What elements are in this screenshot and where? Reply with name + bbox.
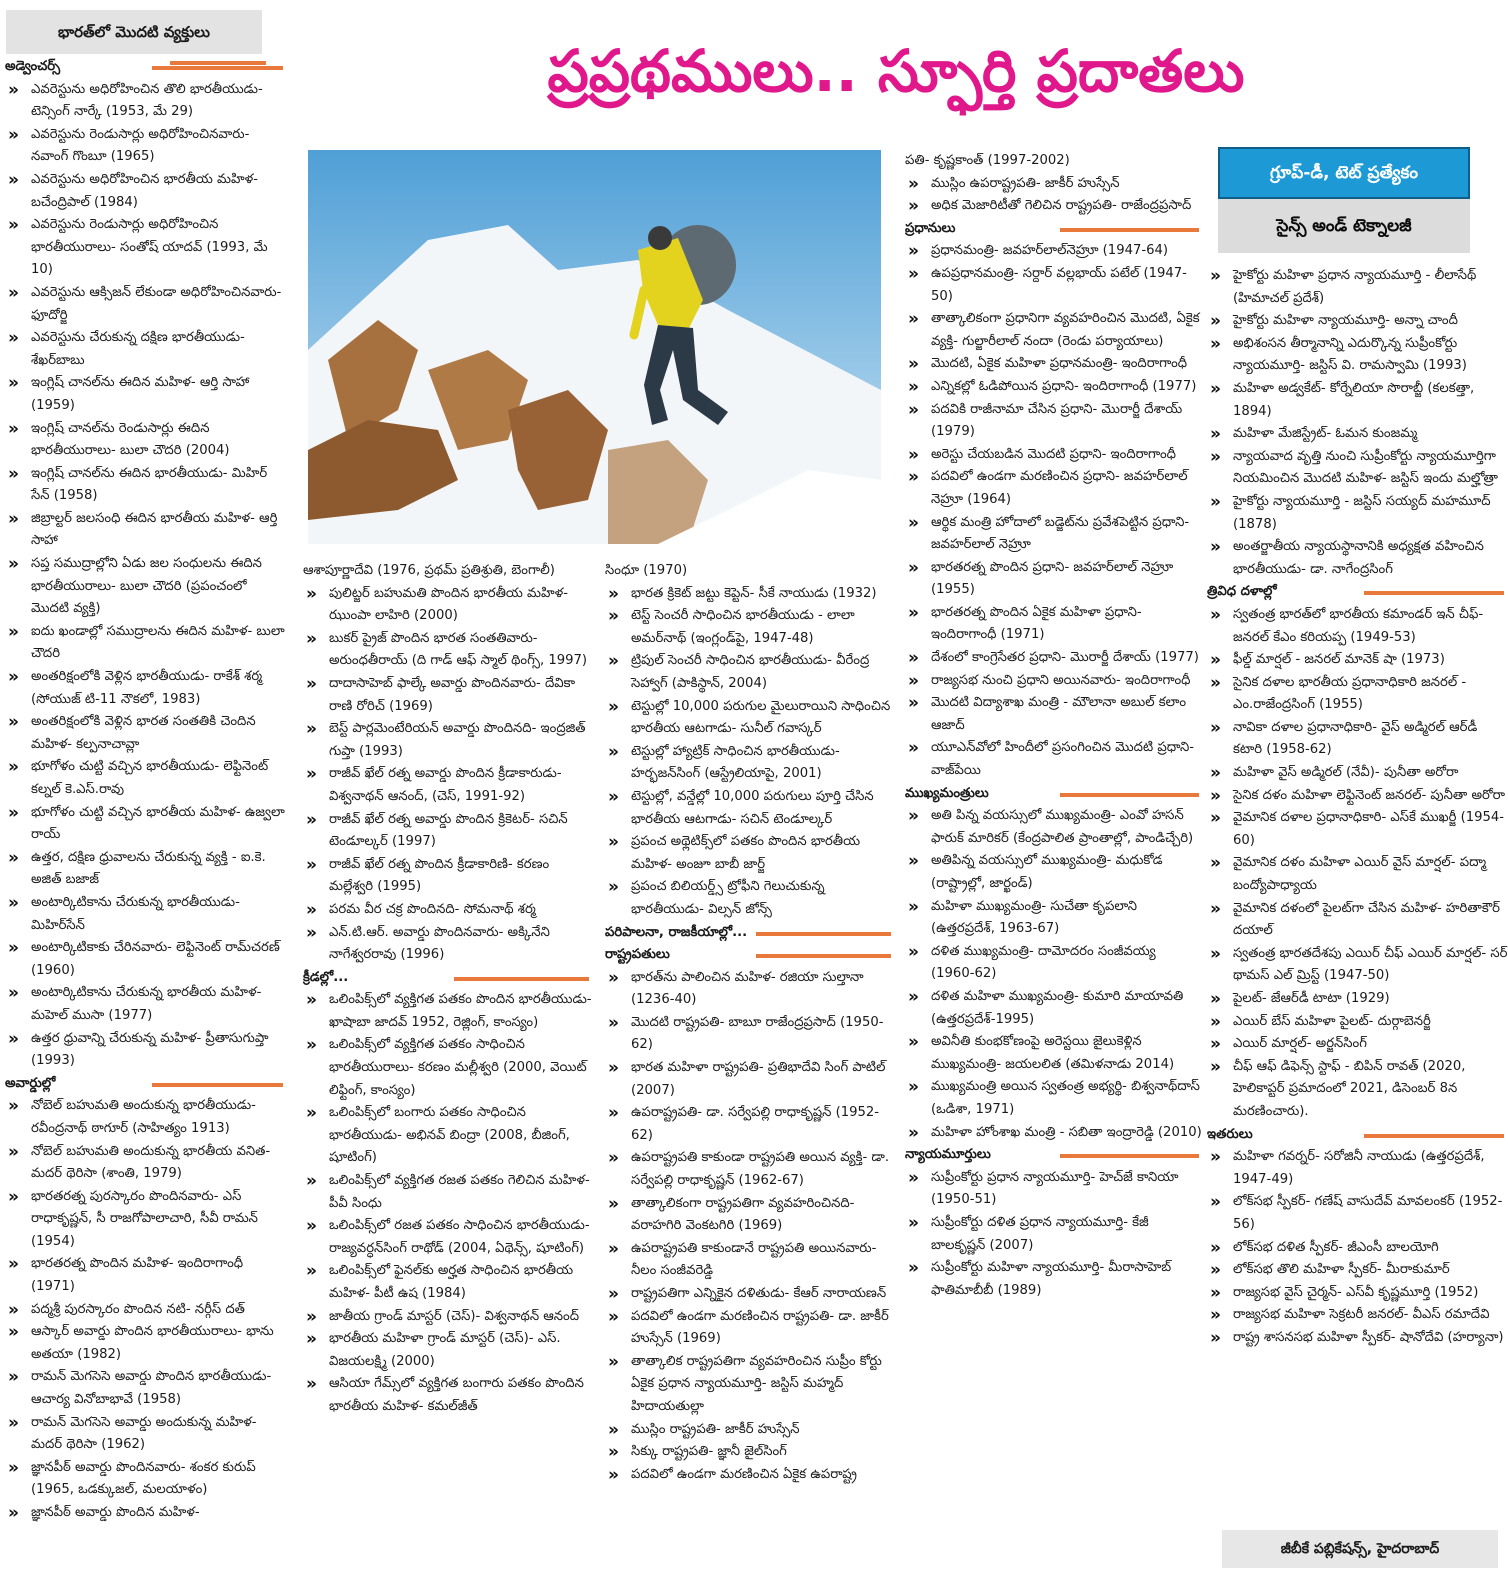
section-heading: అవార్డుల్లో — [5, 1073, 287, 1096]
list-item: » ఎన్నికల్లో ఓడిపోయిన ప్రధాని- ఇందిరాగాంధీ (1977) — [905, 376, 1203, 399]
list-item: » రాష్ట్ర శాసనసభ మహిళా స్పీకర్‌- షానోదేవి (హర్యానా) — [1207, 1327, 1508, 1350]
list-item: » ఇంగ్లిష్‌ చానల్‌ను ఈదిన భారతీయుడు- మిహిర్‌ సేన్‌ (1958) — [5, 463, 287, 508]
list-item: » ఒలింపిక్స్‌లో బంగారు పతకం సాధించిన భారతీయుడు- అభినవ్‌ బింద్రా (2008, బీజింగ్‌, షూటింగ్‌) — [303, 1102, 593, 1170]
list-item: » ఎవరెస్టును ఆక్సిజన్‌ లేకుండా అధిరోహించినవారు- ఫూదోర్జి — [5, 282, 287, 327]
list-item: » ఐదు ఖండాల్లో సముద్రాలను ఈదిన మహిళ- బులా చౌదరి — [5, 621, 287, 666]
list-item: » సుప్రీంకోర్టు దళిత ప్రధాన న్యాయమూర్తి- కేజీ బాలకృష్ణన్‌ (2007) — [905, 1212, 1203, 1257]
list-item: » అతి పిన్న వయస్సులో ముఖ్యమంత్రి- ఎంవో హసన్‌ ఫారుక్‌ మారికర్‌ (కేంద్రపాలిత ప్రాంతాల్లో, పాండిచ్చేరి) — [905, 805, 1203, 850]
list-item: » రాష్ట్రపతిగా ఎన్నికైన దళితుడు- కేఆర్‌ నారాయణన్‌ — [605, 1283, 895, 1306]
list-item: » వైమానిక దళం మహిళా ఎయిర్‌ వైస్‌ మార్షల్‌- పద్మా బంద్యోపాధ్యాయ — [1207, 852, 1508, 897]
list-item: » పైలట్‌- జేఆర్‌డీ టాటా (1929) — [1207, 988, 1508, 1011]
list-item: » జాతీయ గ్రాండ్‌ మాస్టర్‌ (చెస్‌)- విశ్వనాథన్‌ ఆనంద్‌ — [303, 1306, 593, 1329]
list-item: » ఇంగ్లిష్‌ చానల్‌ను రెండుసార్లు ఈదిన భారతీయురాలు- బులా చౌదరి (2004) — [5, 418, 287, 463]
list-item: » అంటార్కిటికాను చేరుకున్న భారతీయ మహిళ- మహెల్‌ ముసా (1977) — [5, 982, 287, 1027]
list-item: » దళిత ముఖ్యమంత్రి- దామోదరం సంజీవయ్య (1960-62) — [905, 941, 1203, 986]
list-item: » భారతరత్న పొందిన ప్రధాని- జవహర్‌లాల్‌ నెహ్రూ (1955) — [905, 557, 1203, 602]
list-item: » టెస్టుల్లో 10,000 పరుగుల మైలురాయిని సాధించిన భారతీయ ఆటగాడు- సునీల్‌ గవాస్కర్‌ — [605, 696, 895, 741]
list-item: » చీఫ్‌ ఆఫ్‌ డిఫెన్స్‌ స్టాఫ్‌ - బిపిన్‌ రావత్‌ (2020, హెలికాప్టర్‌ ప్రమాదంలో 2021, డిసెంబర్‌ 8న మరణించారు). — [1207, 1056, 1508, 1124]
list-item: » ఆస్కార్‌ అవార్డు పొందిన భారతీయురాలు- భాను అతయా (1982) — [5, 1321, 287, 1366]
list-item: » ఎవరెస్టును అధిరోహించిన భారతీయ మహిళ- బచేంద్రిపాల్‌ (1984) — [5, 169, 287, 214]
list-item: » రాజ్యసభ మహిళా సెక్రటరీ జనరల్‌- వీఎస్‌ రమాదేవి — [1207, 1304, 1508, 1327]
continued-text: సింధూ (1970) — [605, 563, 688, 578]
list-item: » మహిళా గవర్నర్‌- సరోజినీ నాయుడు (ఉత్తరప్రదేశ్‌, 1947-49) — [1207, 1146, 1508, 1191]
list-item: » భూగోళం చుట్టి వచ్చిన భారతీయుడు- లెఫ్టినెంట్‌ కల్నల్‌ కె.ఎస్‌.రావు — [5, 756, 287, 801]
list-item: » సుప్రీంకోర్టు ప్రధాన న్యాయమూర్తి- హెచ్‌జే కానియా (1950-51) — [905, 1167, 1203, 1212]
list-item: » మొదటి విద్యాశాఖ మంత్రి - మౌలానా అబుల్‌ కలాం ఆజాద్‌ — [905, 692, 1203, 737]
list-item: » లోక్‌సభ తొలి మహిళా స్పీకర్‌- మీరాకుమార్‌ — [1207, 1259, 1508, 1282]
article-column-1 — [5, 56, 287, 1592]
list-item: » పదవిలో ఉండగా మరణించిన ఏకైక ఉపరాష్ట్ర — [605, 1464, 895, 1487]
list-item: » దేశంలో కాంగ్రెసేతర ప్రధాని- మొరార్జీ దేశాయ్‌ (1977) — [905, 647, 1203, 670]
list-item: » ఆర్థిక మంత్రి హోదాలో బడ్జెట్‌ను ప్రవేశపెట్టిన ప్రధాని- జవహర్‌లాల్‌ నెహ్రూ — [905, 512, 1203, 557]
list-item: » ఎవరెస్టును అధిరోహించిన తొలి భారతీయుడు- టెన్సింగ్‌ నార్కే (1953, మే 29) — [5, 79, 287, 124]
section-heading: న్యాయమూర్తులు — [905, 1144, 1203, 1167]
list-item: » ఎవరెస్టును చేరుకున్న దక్షిణ భారతీయుడు- శేఖర్‌బాబు — [5, 327, 287, 372]
list-item: » ఉపరాష్ట్రపతి- డా. సర్వేపల్లి రాధాకృష్ణన్‌ (1952-62) — [605, 1102, 895, 1147]
article-column-4 — [905, 150, 1203, 1592]
list-item: » అభిశంసన తీర్మానాన్ని ఎదుర్కొన్న సుప్రీంకోర్టు న్యాయమూర్తి- జస్టిస్‌ వి. రామస్వామి (1993) — [1207, 333, 1508, 378]
list-item: » సైనిక దళం మహిళా లెఫ్టినెంట్‌ జనరల్‌- పునీతా అరోరా — [1207, 785, 1508, 808]
list-item: » అధిక మెజారిటీతో గెలిచిన రాష్ట్రపతి- రాజేంద్రప్రసాద్‌ — [905, 195, 1203, 218]
list-item: » పదవిలో ఉండగా మరణించిన ప్రధాని- జవహర్‌లాల్‌ నెహ్రూ (1964) — [905, 466, 1203, 511]
list-item: » అంతరిక్షంలోకి వెళ్లిన భారతీయుడు- రాకేశ్‌ శర్మ (సోయుజ్‌ టి-11 నౌకలో, 1983) — [5, 666, 287, 711]
list-item: » తాత్కాలికంగా రాష్ట్రపతిగా వ్యవహరించినది- వరాహగిరి వెంకటగిరి (1969) — [605, 1193, 895, 1238]
list-item: » ఎయిర్‌ మార్షల్‌- అర్జన్‌సింగ్‌ — [1207, 1033, 1508, 1056]
list-item: » జిబ్రాల్టర్‌ జలసంధి ఈదిన భారతీయ మహిళ- ఆర్తి సాహా — [5, 508, 287, 553]
section-heading: ప్రధానులు — [905, 218, 1203, 241]
list-item: » దాదాసాహెబ్‌ ఫాల్కే అవార్డు పొందినవారు- దేవికా రాణి రోరిచ్‌ (1969) — [303, 673, 593, 718]
list-item: » అంటార్కిటికాకు చేరినవారు- లెఫ్టినెంట్‌ రామ్‌చరణ్‌ (1960) — [5, 937, 287, 982]
list-item: » ప్రపంచ బిలియర్డ్స్‌ ట్రోఫీని గెలుచుకున్న భారతీయుడు- విల్సన్‌ జోన్స్‌ — [605, 876, 895, 921]
list-item: » మహిళా ముఖ్యమంత్రి- సుచేతా కృపలాని (ఉత్తరప్రదేశ్‌, 1963-67) — [905, 896, 1203, 941]
list-item: » నావికా దళాల ప్రధానాధికారి- వైస్‌ అడ్మిరల్‌ ఆర్‌డీ కటారి (1958-62) — [1207, 717, 1508, 762]
continued-text: ఆశాపూర్ణాదేవి (1976, ప్రథమ్‌ ప్రతిశ్రుతి, బెంగాలీ) — [303, 563, 555, 578]
section-heading: రాష్ట్రపతులు — [605, 944, 895, 967]
list-item: » లోక్‌సభ దళిత స్పీకర్‌- జీఎంసీ బాలయోగి — [1207, 1237, 1508, 1260]
list-item: » అంటార్కిటికాను చేరుకున్న భారతీయుడు- మిహిర్‌సేన్‌ — [5, 892, 287, 937]
list-item: » అతిపిన్న వయస్సులో ముఖ్యమంత్రి- మధుకోడ (రాష్ట్రాల్లో, జార్ఖండ్‌) — [905, 850, 1203, 895]
list-item: » యూఎన్‌వోలో హిందీలో ప్రసంగించిన మొదటి ప్రధాని- వాజ్‌పేయి — [905, 737, 1203, 782]
continued-text: పతి- కృష్ణకాంత్‌ (1997-2002) — [905, 153, 1070, 168]
list-item: » ఉత్తర, దక్షిణ ధ్రువాలను చేరుకున్న వ్యక్తి - ఐ.కె. అజిత్‌ బజాజ్‌ — [5, 847, 287, 892]
list-item: » పరమ వీర చక్ర పొందినది- సోమనాథ్‌ శర్మ — [303, 899, 593, 922]
box-heading: గ్రూప్‌-డీ, టెట్‌ ప్రత్యేకం — [1218, 147, 1470, 199]
list-item: » హైకోర్టు న్యాయమూర్తి - జస్టిస్‌ సయ్యద్‌ మహమూద్‌ (1878) — [1207, 491, 1508, 536]
list-item: » సిక్కు రాష్ట్రపతి- జ్ఞానీ జైల్‌సింగ్‌ — [605, 1441, 895, 1464]
list-item: » మొదటి రాష్ట్రపతి- బాబూ రాజేంద్రప్రసాద్‌ (1950-62) — [605, 1012, 895, 1057]
list-item: » భారత్‌ను పాలించిన మహిళ- రజియా సుల్తానా (1236-40) — [605, 967, 895, 1012]
section-heading: త్రివిధ దళాల్లో — [1207, 581, 1508, 604]
list-item: » టెస్టుల్లో హ్యాట్రిక్‌ సాధించిన భారతీయుడు- హర్భజన్‌సింగ్‌ (ఆస్ట్రేలియాపై, 2001) — [605, 741, 895, 786]
list-item: » భారతరత్న పొందిన ఏకైక మహిళా ప్రధాని- ఇందిరాగాంధీ (1971) — [905, 602, 1203, 647]
list-item: » దళిత మహిళా ముఖ్యమంత్రి- కుమారి మాయావతి (ఉత్తరప్రదేశ్‌-1995) — [905, 986, 1203, 1031]
list-item: » మొదటి, ఏకైక మహిళా ప్రధానమంత్రి- ఇందిరాగాంధీ — [905, 353, 1203, 376]
list-item: » హైకోర్టు మహిళా న్యాయమూర్తి- అన్నా చాందీ — [1207, 310, 1508, 333]
list-item: » పులిట్జర్‌ బహుమతి పొందిన భారతీయ మహిళ- ఝుంపా లాహిరి (2000) — [303, 583, 593, 628]
list-item: » ముస్లిం ఉపరాష్ట్రపతి- జాకీర్‌ హుస్సేన్‌ — [905, 173, 1203, 196]
list-item: » ఉపరాష్ట్రపతి కాకుండా రాష్ట్రపతి అయిన వ్యక్తి- డా. సర్వేపల్లి రాధాకృష్ణన్‌ (1962-67) — [605, 1147, 895, 1192]
list-item: » న్యాయవాద వృత్తి నుంచి సుప్రీంకోర్టు న్యాయమూర్తిగా నియమించిన మొదటి మహిళ- జస్టిస్‌ ఇందు మల్హోత్రా — [1207, 446, 1508, 491]
list-item: » సుప్రీంకోర్టు మహిళా న్యాయమూర్తి- మీరాసాహెబ్‌ ఫాతిమాబీబీ (1989) — [905, 1257, 1203, 1302]
section-heading: ఇతరులు — [1207, 1124, 1508, 1147]
list-item: » అరెస్టు చేయబడిన మొదటి ప్రధాని- ఇందిరాగాంధీ — [905, 444, 1203, 467]
section-heading: ముఖ్యమంత్రులు — [905, 783, 1203, 806]
list-item: » పదవికి రాజీనామా చేసిన ప్రధాని- మొరార్జీ దేశాయ్‌ (1979) — [905, 399, 1203, 444]
list-item: » ఎవరెస్టును రెండుసార్లు అధిరోహించినవారు- నవాంగ్‌ గొంబూ (1965) — [5, 124, 287, 169]
list-item: » బుకర్‌ ప్రైజ్‌ పొందిన భారత సంతతివారు- అరుంధతీరాయ్‌ (ది గాడ్‌ ఆఫ్‌ స్మాల్‌ థింగ్స్‌, 1997) — [303, 628, 593, 673]
list-item: » ఒలింపిక్స్‌లో రజత పతకం సాధించిన భారతీయుడు- రాజ్యవర్ధన్‌సింగ్‌ రాథోడ్‌ (2004, ఏథెన్స్‌, షూటింగ్‌) — [303, 1215, 593, 1260]
list-item: » రామన్‌ మెగసెసె అవార్డు పొందిన భారతీయుడు- ఆచార్య వినోబాభావే (1958) — [5, 1366, 287, 1411]
list-item: » ఒలింపిక్స్‌లో వ్యక్తిగత రజత పతకం గెలిచిన మహిళ- పీవీ సింధు — [303, 1170, 593, 1215]
list-item: » భారత క్రికెట్‌ జట్టు కెప్టెన్‌- సీకే నాయుడు (1932) — [605, 583, 895, 606]
list-item: » ఫీల్డ్‌ మార్షల్‌ - జనరల్‌ మానెక్‌ షా (1973) — [1207, 649, 1508, 672]
list-item: » ఉత్తర ధ్రువాన్ని చేరుకున్న మహిళ- ప్రీతాసుగుప్తా (1993) — [5, 1028, 287, 1073]
list-item: » భారతరత్న పురస్కారం పొందినవారు- ఎస్‌ రాధాకృష్ణన్‌, సీ రాజగోపాలాచారి, సీవీ రామన్‌ (1954) — [5, 1186, 287, 1254]
list-item: » ఒలింపిక్స్‌లో ఫైనల్‌కు అర్హత సాధించిన భారతీయ మహిళ- పీటీ ఉష (1984) — [303, 1260, 593, 1305]
article-column-3 — [605, 560, 895, 1592]
list-item: » పదవిలో ఉండగా మరణించిన రాష్ట్రపతి- డా. జాకీర్‌ హుస్సేన్‌ (1969) — [605, 1306, 895, 1351]
list-item: » జ్ఞానపీఠ్‌ అవార్డు పొందినవారు- శంకర కురుప్‌ (1965, ఒడక్కుజల్‌, మలయాళం) — [5, 1457, 287, 1502]
list-item: » టెస్టుల్లో, వన్డేల్లో 10,000 పరుగులు పూర్తి చేసిన భారతీయ ఆటగాడు- సచిన్‌ టెండూల్కర్‌ — [605, 786, 895, 831]
list-item: » లోక్‌సభ స్పీకర్‌- గణేష్‌ వాసుదేవ్‌ మావలంకర్‌ (1952-56) — [1207, 1191, 1508, 1236]
list-item: » వైమానిక దళంలో పైలట్‌గా చేసిన మహిళ- హరితాకౌర్‌ దయాల్‌ — [1207, 898, 1508, 943]
list-item: » తాత్కాలికంగా ప్రధానిగా వ్యవహరించిన మొదటి, ఏకైక వ్యక్తి- గుల్జారీలాల్‌ నందా (రెండు పర్యాయాలు) — [905, 308, 1203, 353]
list-item: » పద్మశ్రీ పురస్కారం పొందిన నటి- నర్గీస్‌ దత్‌ — [5, 1299, 287, 1322]
list-item: » భూగోళం చుట్టి వచ్చిన భారతీయ మహిళ- ఉజ్వలా రాయ్‌ — [5, 802, 287, 847]
list-item: » మహిళా హోంశాఖ మంత్రి - సబితా ఇంద్రారెడ్డి (2010) — [905, 1122, 1203, 1145]
list-item: » తాత్కాలిక రాష్ట్రపతిగా వ్యవహరించిన సుప్రీం కోర్టు ఏకైక ప్రధాన న్యాయమూర్తి- జస్టిస్‌ మహ్మద్‌ హిదాయతుల్లా — [605, 1351, 895, 1419]
list-item: » మహిళా మేజిస్ట్రేట్‌- ఓమన కుంజమ్మ — [1207, 423, 1508, 446]
list-item: » ట్రిపుల్‌ సెంచరీ సాధించిన భారతీయుడు- వీరేంద్ర సెహ్వాగ్‌ (పాకిస్థాన్‌, 2004) — [605, 650, 895, 695]
page-title: ప్రప్రథములు.. స్ఫూర్తి ప్రదాతలు — [547, 37, 1245, 105]
list-item: » బెస్ట్‌ పార్లమెంటేరియన్‌ అవార్డు పొందినది- ఇంద్రజిత్‌ గుప్తా (1993) — [303, 718, 593, 763]
list-item: » ఎవరెస్టును రెండుసార్లు అధిరోహించిన భారతీయురాలు- సంతోష్‌ యాదవ్‌ (1993, మే 10) — [5, 214, 287, 282]
list-item: » ప్రపంచ అథ్లెటిక్స్‌లో పతకం పొందిన భారతీయ మహిళ- అంజూ బాబీ జార్జ్‌ — [605, 831, 895, 876]
section-heading: క్రీడల్లో... — [303, 967, 593, 990]
list-item: » ఒలింపిక్స్‌లో వ్యక్తిగత పతకం పొందిన భారతీయుడు- ఖాషాబా జాదవ్‌ 1952, రెజ్లింగ్‌, కాంస్యం) — [303, 989, 593, 1034]
list-item: » మహిళా వైస్‌ అడ్మిరల్‌ (నేవీ)- పునీతా అరోరా — [1207, 762, 1508, 785]
list-item: » అంతరిక్షంలోకి వెళ్లిన భారత సంతతికి చెందిన మహిళ- కల్పనాచావ్లా — [5, 711, 287, 756]
list-item: » భారతీయ మహిళా గ్రాండ్‌ మాస్టర్‌ (చెస్‌)- ఎస్‌. విజయలక్ష్మి (2000) — [303, 1328, 593, 1373]
mountaineer-photo — [308, 150, 881, 544]
section-tag: భారత్‌లో మొదటి వ్యక్తులు — [6, 10, 262, 54]
list-item: » జ్ఞానపీఠ్‌ అవార్డు పొందిన మహిళ- — [5, 1502, 287, 1525]
list-item: » ప్రధానమంత్రి- జవహర్‌లాల్‌నెహ్రూ (1947-64) — [905, 240, 1203, 263]
list-item: » అంతర్జాతీయ న్యాయస్థానానికి అధ్యక్షత వహించిన భారతీయుడు- డా. నాగేంద్రసింగ్‌ — [1207, 536, 1508, 581]
publisher-credit: జీబీకే పబ్లికేషన్స్‌, హైదరాబాద్‌ — [1222, 1530, 1498, 1568]
list-item: » ఎయిర్‌ బేస్‌ మహిళా పైలట్‌- దుర్గాబెనర్జీ — [1207, 1011, 1508, 1034]
list-item: » ఆసియా గేమ్స్‌లో వ్యక్తిగత బంగారు పతకం పొందిన భారతీయ మహిళ- కమల్‌జీత్‌ — [303, 1373, 593, 1418]
article-column-2 — [303, 560, 593, 1592]
list-item: » ముఖ్యమంత్రి అయిన స్వతంత్ర అభ్యర్థి- బిశ్వనాథ్‌దాస్‌ (ఒడిశా, 1971) — [905, 1076, 1203, 1121]
list-item: » భారత మహిళా రాష్ట్రపతి- ప్రతిభాదేవి సింగ్‌ పాటిల్‌ (2007) — [605, 1057, 895, 1102]
list-item: » హైకోర్టు మహిళా ప్రధాన న్యాయమూర్తి - లీలాసేథ్‌ (హిమాచల్‌ ప్రదేశ్‌) — [1207, 265, 1508, 310]
list-item: » రాజ్యసభ నుంచి ప్రధాని అయినవారు- ఇందిరాగాంధీ — [905, 670, 1203, 693]
list-item: » టెస్ట్‌ సెంచరీ సాధించిన భారతీయుడు - లాలా అమర్‌నాథ్‌ (ఇంగ్లండ్‌పై, 1947-48) — [605, 605, 895, 650]
section-heading: అడ్వెంచర్స్‌ — [5, 56, 287, 79]
list-item: » ఉపరాష్ట్రపతి కాకుండానే రాష్ట్రపతి అయినవారు- నీలం సంజీవరెడ్డి — [605, 1238, 895, 1283]
list-item: » స్వతంత్ర భారత్‌లో భారతీయ కమాండర్‌ ఇన్‌ చీఫ్‌- జనరల్‌ కేఎం కరియప్ప (1949-53) — [1207, 604, 1508, 649]
list-item: » స్వతంత్ర భారతదేశపు ఎయిర్‌ చీఫ్‌ ఎయిర్‌ మార్షల్‌- సర్‌ థామస్‌ ఎల్‌ మ్రిస్ట్‌ (1947-50) — [1207, 943, 1508, 988]
list-item: » మహిళా అడ్వకేట్‌- కోర్నేలియా సొరాబ్జీ (కలకత్తా, 1894) — [1207, 378, 1508, 423]
list-item: » నోబెల్‌ బహుమతి అందుకున్న భారతీయ వనిత- మదర్‌ థెరిసా (శాంతి, 1979) — [5, 1141, 287, 1186]
list-item: » ఒలింపిక్స్‌లో వ్యక్తిగత పతకం సాధించిన భారతీయురాలు- కరణం మల్లీశ్వరి (2000, వెయిట్‌ లిఫ్టింగ్‌, కాంస్యం) — [303, 1034, 593, 1102]
list-item: » ఉపప్రధానమంత్రి- సర్దార్‌ వల్లభాయ్‌ పటేల్‌ (1947-50) — [905, 263, 1203, 308]
list-item: » ఇంగ్లిష్‌ చానల్‌ను ఈదిన మహిళ- ఆర్తి సాహా (1959) — [5, 372, 287, 417]
list-item: » సైనిక దళాల భారతీయ ప్రధానాధికారి జనరల్‌ - ఎం.రాజేంద్రసింగ్‌ (1955) — [1207, 672, 1508, 717]
list-item: » రాజీవ్‌ ఖేల్‌ రత్న పొందిన క్రీడాకారిణి- కరణం మల్లేశ్వరి (1995) — [303, 854, 593, 899]
section-heading: పరిపాలనా, రాజకీయాల్లో... — [605, 922, 895, 945]
list-item: » రాజ్యసభ వైస్‌ చైర్మన్‌- ఎస్‌వీ కృష్ణమూర్తి (1952) — [1207, 1282, 1508, 1305]
list-item: » ముస్లిం రాష్ట్రపతి- జాకీర్‌ హుస్సేన్‌ — [605, 1419, 895, 1442]
list-item: » నోబెల్‌ బహుమతి అందుకున్న భారతీయుడు- రవీంద్రనాథ్‌ ఠాగూర్‌ (సాహిత్యం 1913) — [5, 1095, 287, 1140]
article-column-5 — [1207, 265, 1508, 1535]
list-item: » భారతరత్న పొందిన మహిళ- ఇందిరాగాంధీ (1971) — [5, 1253, 287, 1298]
list-item: » అవినీతి కుంభకోణంపై అరెస్టయి జైలుకెళ్లిన ముఖ్యమంత్రి- జయలలిత (తమిళనాడు 2014) — [905, 1031, 1203, 1076]
list-item: » రామన్‌ మెగసెసె అవార్డు అందుకున్న మహిళ- మదర్‌ థెరిసా (1962) — [5, 1412, 287, 1457]
list-item: » సప్త సముద్రాల్లోని ఏడు జల సంధులను ఈదిన భారతీయురాలు- బులా చౌదరి (ప్రపంచంలో మొదటి వ్యక్తి) — [5, 553, 287, 621]
box-subheading: సైన్స్‌ అండ్‌ టెక్నాలజీ — [1218, 199, 1470, 253]
list-item: » రాజీవ్‌ ఖేల్‌ రత్న అవార్డు పొందిన క్రీడాకారుడు- విశ్వనాథన్‌ ఆనంద్‌, (చెస్‌, 1991-92) — [303, 763, 593, 808]
special-box — [1218, 147, 1470, 251]
list-item: » ఎన్‌.టి.ఆర్‌. అవార్డు పొందినవారు- అక్కినేని నాగేశ్వరరావు (1996) — [303, 922, 593, 967]
list-item: » రాజీవ్‌ ఖేల్‌ రత్న అవార్డు పొందిన క్రికెటర్‌- సచిన్‌ టెండూల్కర్‌ (1997) — [303, 809, 593, 854]
list-item: » వైమానిక దళాల ప్రధానాధికారి- ఎస్‌కే ముఖర్జీ (1954-60) — [1207, 807, 1508, 852]
